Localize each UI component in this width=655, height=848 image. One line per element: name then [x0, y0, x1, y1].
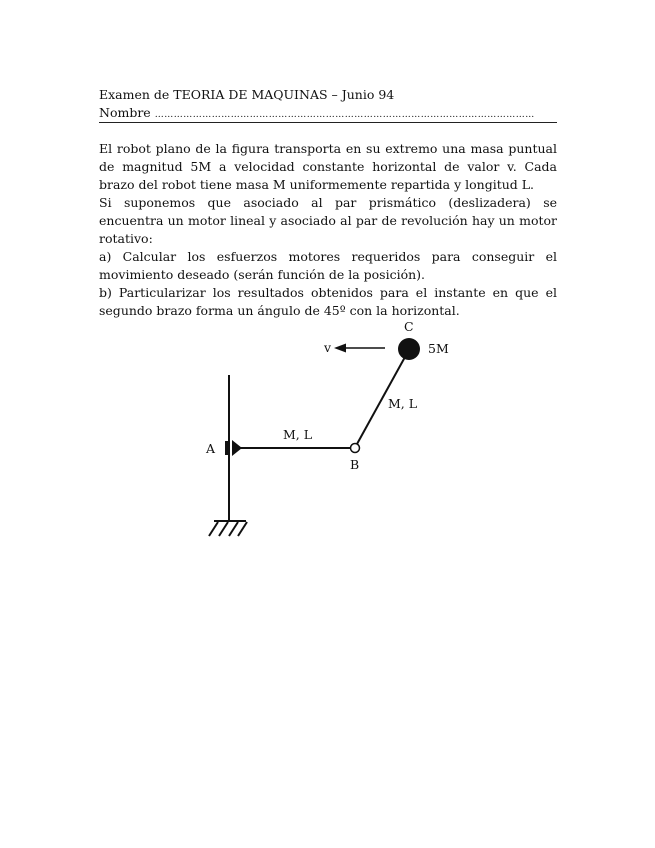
velocity-arrow-icon	[334, 344, 346, 353]
ground-hatch	[209, 522, 247, 536]
problem-paragraph-2: Si suponemos que asociado al par prismático (deslizadera) se encuentra un motor lineal y asociado al par de revolución hay un motor rotativo:	[99, 195, 557, 246]
label-a: A	[206, 441, 216, 456]
problem-part-b: b) Particularizar los resultados obtenidos para el instante en que el segundo brazo forma un ángulo de 45º con la horizontal.	[99, 285, 557, 318]
label-c: C	[404, 319, 414, 334]
label-velocity: v	[324, 340, 332, 355]
label-b: B	[350, 457, 360, 472]
name-label: Nombre	[99, 105, 151, 120]
problem-part-a: a) Calcular los esfuerzos motores requeridos para conseguir el movimiento deseado (serán función de la posición).	[99, 249, 557, 282]
label-arm-1: M, L	[283, 427, 313, 442]
slider-block	[225, 441, 228, 455]
name-dots: …………………………………………………………………………………………………………	[154, 110, 535, 120]
label-arm-2: M, L	[388, 396, 418, 411]
label-mass: 5M	[428, 341, 449, 356]
joint-b	[351, 444, 360, 453]
exam-title: Examen de TEORIA DE MAQUINAS – Junio 94	[99, 87, 395, 102]
point-mass	[398, 338, 420, 360]
problem-paragraph-1: El robot plano de la figura transporta en su extremo una masa puntual de magnitud 5M a velocidad constante horizontal de valor v. Cada brazo del robot tiene masa M uniformemente repartida y longitud L.	[99, 141, 557, 192]
